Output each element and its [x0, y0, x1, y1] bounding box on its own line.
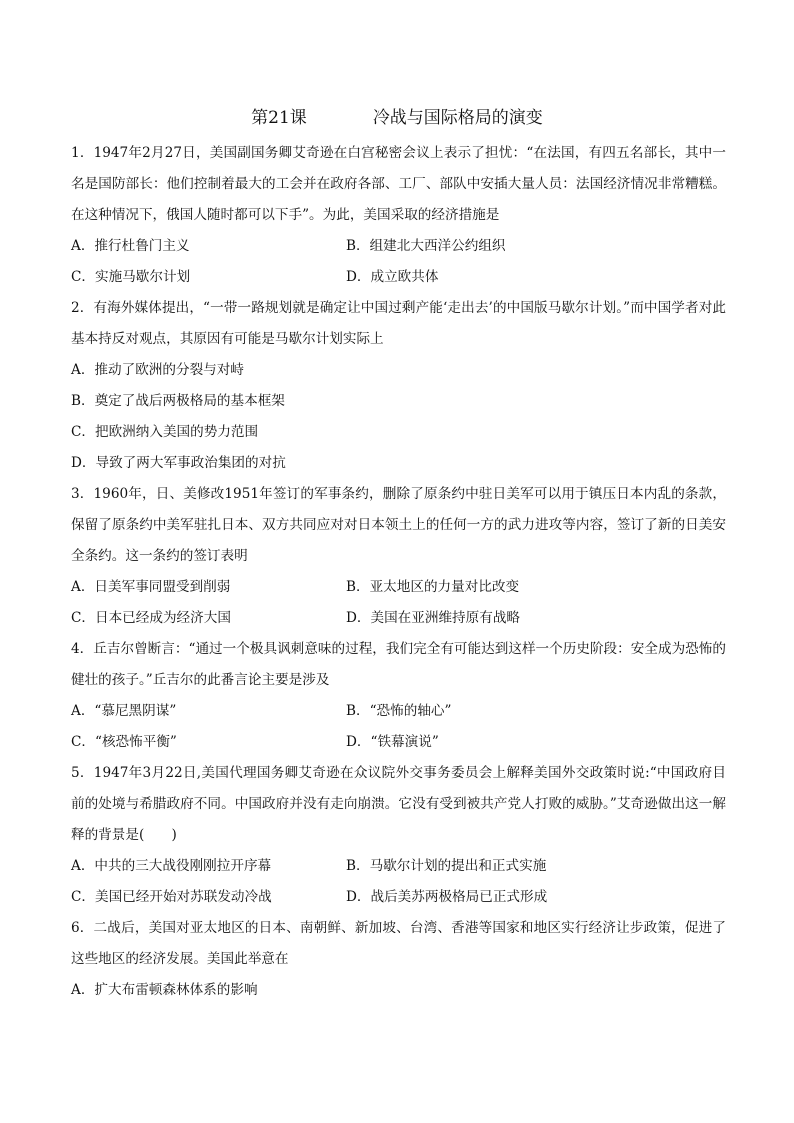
question-4 [71, 634, 726, 758]
option-row [71, 696, 726, 727]
option-b: B．马歇尔计划的提出和正式实施 [346, 858, 547, 874]
question-stem: 1．1947年2月27日，美国副国务卿艾奇逊在白宫秘密会议上表示了担忧：“在法国，有四五名部长，其中一名是国防部长：他们控制着最大的工会并在政府各部、工厂、部队中安插大量人员：法国经济情况非常糟糕。在这种情况下，俄国人随时都可以下手”。为此，美国采取的经济措施是 [71, 145, 726, 223]
question-list [71, 138, 726, 1006]
option-row [71, 386, 726, 417]
option-c: C．日本已经成为经济大国 [71, 610, 231, 626]
option-row [71, 231, 726, 262]
lesson-title [0, 103, 794, 128]
question-stem: 5．1947年3月22日,美国代理国务卿艾奇逊在众议院外交事务委员会上解释美国外交政策时说:“中国政府目前的处境与希腊政府不同。中国政府并没有走向崩溃。它没有受到被共产党人打败的威胁。”艾奇逊做出这一解释的背景是( ) [71, 765, 726, 843]
option-c: C．“核恐怖平衡” [71, 734, 177, 750]
option-b: B．组建北大西洋公约组织 [346, 238, 506, 254]
option-a: A．推行杜鲁门主义 [71, 238, 190, 254]
option-d: D．导致了两大军事政治集团的对抗 [71, 455, 286, 471]
option-a: A．“慕尼黑阴谋” [71, 703, 177, 719]
option-row [71, 727, 726, 758]
lesson-number: 第21课 [251, 108, 307, 128]
option-row [71, 417, 726, 448]
question-stem: 3．1960年，日、美修改1951年签订的军事条约，删除了原条约中驻日美军可以用于镇压日本内乱的条款，保留了原条约中美军驻扎日本、双方共同应对对日本领土上的任何一方的武力进攻等内容，签订了新的日美安全条约。这一条约的签订表明 [71, 486, 726, 564]
lesson-name: 冷战与国际格局的演变 [372, 108, 543, 128]
option-row [71, 975, 726, 1006]
option-row [71, 882, 726, 913]
option-a: A．日美军事同盟受到削弱 [71, 579, 231, 595]
option-d: D．战后美苏两极格局已正式形成 [346, 889, 548, 905]
option-d: D．美国在亚洲维持原有战略 [346, 610, 521, 626]
option-row [71, 262, 726, 293]
question-stem: 2．有海外媒体提出，“一带一路规划就是确定让中国过剩产能‘走出去’的中国版马歇尔计划。”而中国学者对此基本持反对观点，其原因有可能是马歇尔计划实际上 [71, 300, 726, 347]
option-d: D．“铁幕演说” [346, 734, 439, 750]
option-b: B．“恐怖的轴心” [346, 703, 452, 719]
option-row [71, 851, 726, 882]
option-d: D．成立欧共体 [346, 269, 439, 285]
option-row [71, 355, 726, 386]
question-2 [71, 293, 726, 479]
option-row [71, 603, 726, 634]
option-c: C．美国已经开始对苏联发动冷战 [71, 889, 272, 905]
question-3 [71, 479, 726, 634]
question-1 [71, 138, 726, 293]
option-row [71, 572, 726, 603]
option-a: A．扩大布雷顿森林体系的影响 [71, 982, 258, 998]
option-b: B．奠定了战后两极格局的基本框架 [71, 393, 285, 409]
question-5 [71, 758, 726, 913]
option-c: C．把欧洲纳入美国的势力范围 [71, 424, 259, 440]
question-6 [71, 913, 726, 1006]
option-a: A．中共的三大战役刚刚拉开序幕 [71, 858, 272, 874]
question-stem: 6．二战后，美国对亚太地区的日本、南朝鲜、新加坡、台湾、香港等国家和地区实行经济让步政策，促进了这些地区的经济发展。美国此举意在 [71, 920, 726, 967]
option-c: C．实施马歇尔计划 [71, 269, 191, 285]
option-row [71, 448, 726, 479]
option-b: B．亚太地区的力量对比改变 [346, 579, 520, 595]
question-stem: 4．丘吉尔曾断言：“通过一个极具讽刺意味的过程，我们完全有可能达到这样一个历史阶段：安全成为恐怖的健壮的孩子。”丘吉尔的此番言论主要是涉及 [71, 641, 726, 688]
option-a: A．推动了欧洲的分裂与对峙 [71, 362, 244, 378]
